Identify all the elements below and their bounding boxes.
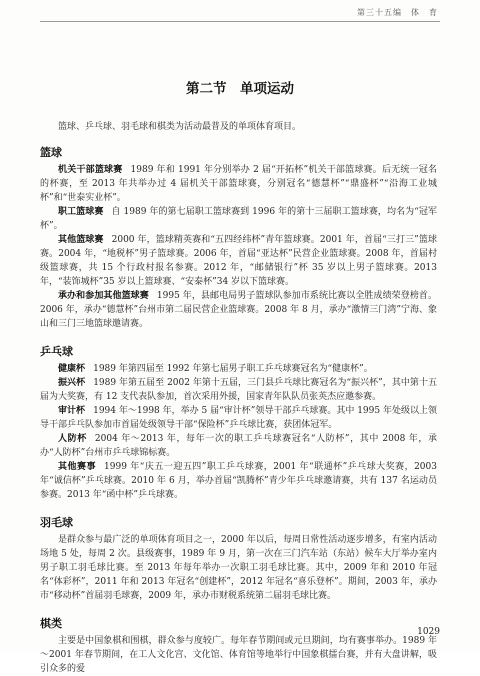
section-heading-chess: 棋类 (40, 617, 62, 630)
entry-lead: 其他赛事 (58, 462, 96, 472)
section-heading-table-tennis: 乒乓球 (40, 345, 73, 358)
entry-text: 1994 年～1998 年，举办 5 届“审计杯”领导干部乒乓球赛。其中 1995 年处级以上领导干部乒乓队参加市首届处级领导干部“保险杯”乒乓球比赛，获团体冠军。 (40, 406, 437, 430)
header-rule (40, 21, 440, 22)
entry-text: 1995 年，县邮电局男子篮球队参加市系统比赛以全胜成绩荣登榜首。2006 年，承办“德慧杯”台州市第二届民营企业篮球赛。2008 年 8 月，承办“激情三门湾”宁海、象山和三门三地篮球邀请赛。 (40, 291, 437, 329)
section-badminton (40, 516, 437, 603)
entry-text: 1989 年第五届至 2002 年第十五届，三门县乒乓球比赛冠名为“振兴杯”，其中第十五届为大奖赛，有 12 支代表队参加，首次采用外援，国家青年队队员张英杰应邀参赛。 (40, 378, 437, 402)
badminton-paragraph: 是群众参与最广泛的单项体育项目之一，2000 年以后，每周日常性活动逐步增多，有室内活动场地 5 处，每周 2 次。县级赛事，1989 年 9 月，第一次在三门汽车站（东站）候车大厅举办室内男子职工羽毛球比赛。至 2013 年每年举办一次职工羽毛球比赛。其中，2009 年和 2010 年冠名“体彩杯”，2011 年和 2013 年冠名“创建杯”，2012 年冠名“喜乐登杯”。期间，2003 年，承办市“移动杯”首届羽毛球赛，2009 年，承办市财税系统第二届羽毛球比赛。 (40, 535, 437, 601)
section-basketball (40, 146, 437, 331)
entry-health-cup (40, 362, 437, 376)
entry-text: 2000 年，篮球精英赛和“五四经纬杯”青年篮球赛。2001 年，首届“三打三”篮球赛。2004 年，“地税杯”男子篮球赛。2006 年，首届“亚达杯”民营企业篮球赛。2008 年，首届村级篮球赛，共 15 个行政村报名参赛。2012 年，“邮储银行”杯 35 岁以上男子篮球赛。2013 年，“装饰城杯”35 岁以上篮球赛、“安泰杯”34 岁以下篮球赛。 (40, 235, 437, 287)
entry-worker-basketball (40, 205, 437, 233)
entry-hosted-basketball (40, 289, 437, 331)
section-table-tennis (40, 345, 437, 502)
entry-civil-defense-cup (40, 432, 437, 460)
page-content (40, 120, 437, 676)
entry-cadre-basketball (40, 163, 437, 205)
entry-text: 1999 年“庆五一迎五四”职工乒乓球赛，2001 年“联通杯”乒乓球大奖赛，2003 年“诚信杯”乒乓球赛。2010 年 6 月，举办首届“凯腾杯”青少年乒乓球邀请赛，共有 137 名运动员参赛。2013 年“函中杯”乒乓球赛。 (40, 462, 437, 500)
entry-lead: 审计杯 (58, 406, 86, 416)
entry-lead: 职工篮球赛 (58, 207, 104, 217)
page-number: 1029 (417, 627, 440, 637)
intro-paragraph: 篮球、乒乓球、羽毛球和棋类为活动最普及的单项体育项目。 (58, 122, 302, 132)
entry-other-basketball (40, 233, 437, 289)
entry-audit-cup (40, 404, 437, 432)
entry-text: 1989 年第四届至 1992 年第七届男子职工乒乓球赛冠名为“健康杯”。 (93, 364, 373, 374)
running-head: 第三十五编 体 育 (357, 8, 438, 17)
entry-zhenxing-cup (40, 376, 437, 404)
section-heading-basketball: 篮球 (40, 146, 62, 159)
entry-text: 自 1989 年的第七届职工篮球赛到 1996 年的第十三届职工篮球赛，均名为“冠军杯”。 (40, 207, 437, 231)
section-chess (40, 617, 437, 676)
section-heading-badminton: 羽毛球 (40, 516, 73, 529)
entry-lead: 健康杯 (58, 364, 86, 374)
entry-text: 2004 年～2013 年，每年一次的职工乒乓球赛冠名“人防杯”，其中 2008 年，承办“人防杯”台州市乒乓球锦标赛。 (40, 434, 437, 458)
entry-lead: 承办和参加其他篮球赛 (58, 291, 149, 301)
entry-lead: 其他篮球赛 (58, 235, 104, 245)
chess-paragraph: 主要是中国象棋和围棋，群众参与度较广。每年春节期间或元旦期间，均有赛事举办。1989 年～2001 年春节期间，在工人文化宫、文化馆、体育馆等地举行中国象棋擂台赛，并有大盘讲解，吸引众多的爱 (40, 636, 437, 674)
entry-text: 1989 年和 1991 年分别举办 2 届“开拓杯”机关干部篮球赛。后无统一冠名的杯赛，至 2013 年共举办过 4 届机关干部篮球赛，分别冠名“德慧杯”“鼎盛杯”“沿海工业城杯”和“世泰实业杯”。 (40, 165, 437, 203)
entry-lead: 人防杯 (58, 434, 87, 444)
entry-other-events (40, 460, 437, 502)
section-title: 第二节 单项运动 (186, 81, 294, 97)
entry-lead: 振兴杯 (58, 378, 86, 388)
entry-lead: 机关干部篮球赛 (58, 165, 123, 175)
